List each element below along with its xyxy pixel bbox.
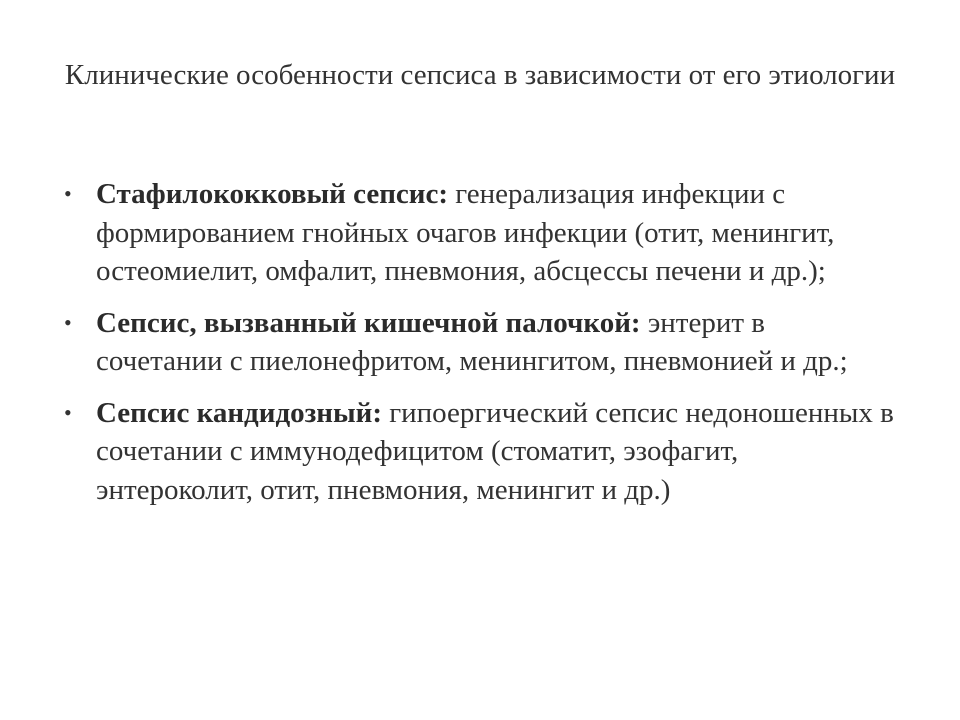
bullet-dot-icon: • — [64, 399, 72, 425]
slide-title: Клинические особенности сепсиса в зависимости от его этиологии — [64, 59, 896, 91]
bullet-text: генерализация инфекции с формированием гнойных очагов инфекции (отит, менингит, остеомиелит, омфалит, пневмония, абсцессы печени и др.); — [96, 178, 835, 287]
bullet-dot-icon: • — [64, 181, 72, 206]
bullet-item-staphylococcal — [64, 175, 894, 291]
bullet-item-candida — [64, 394, 894, 510]
bullet-dot-icon: • — [64, 309, 72, 335]
bullet-text: гипоергический сепсис недоношенных в сочетании с иммунодефицитом (стоматит, эзофагит, энтероколит, отит, пневмония, менингит и др.) — [96, 396, 894, 506]
bullet-term: Стафилококковый сепсис: — [96, 178, 449, 210]
bullet-text: энтерит в сочетании с пиелонефритом, менингитом, пневмонией и др.; — [96, 306, 848, 377]
bullet-term: Сепсис, вызванный кишечной палочкой: — [96, 306, 641, 339]
bullet-item-ecoli — [64, 304, 894, 381]
bullet-term: Сепсис кандидозный: — [96, 396, 382, 429]
bullet-list — [64, 175, 894, 522]
